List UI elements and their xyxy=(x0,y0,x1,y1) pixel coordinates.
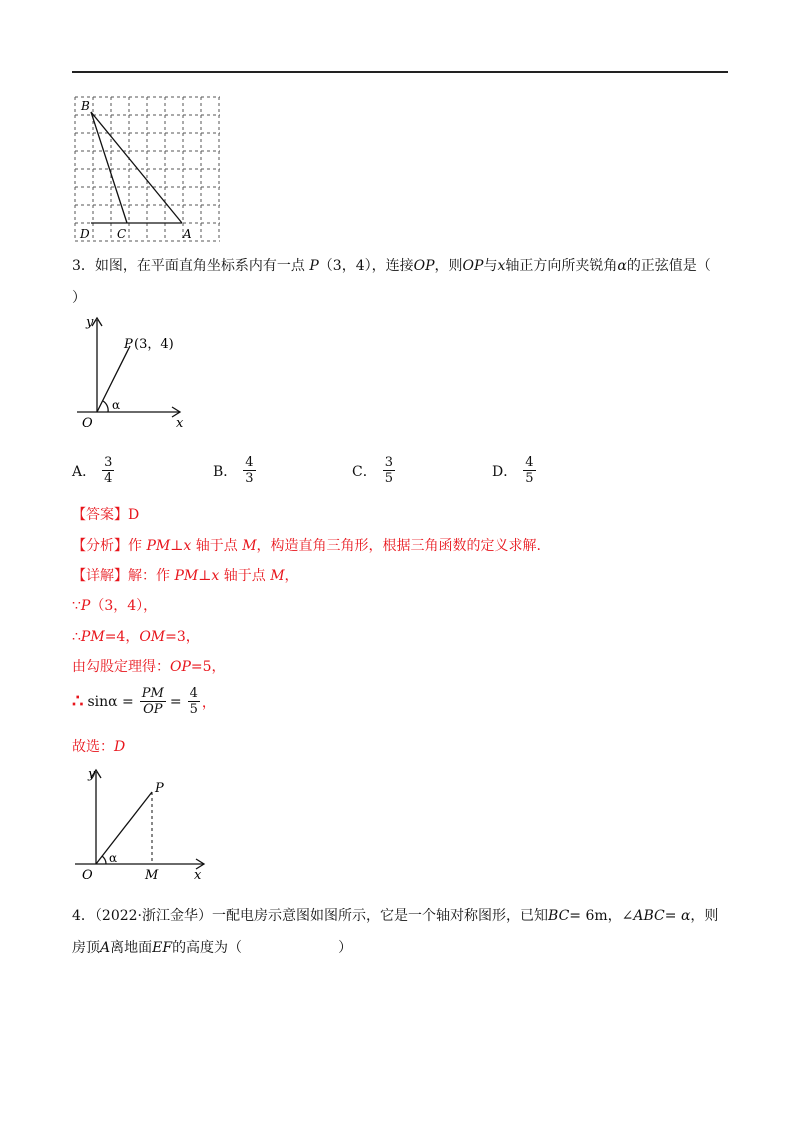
option-c-fraction: $\frac{3}{5}$ xyxy=(384,455,393,486)
option-d-fraction: $\frac{4}{5}$ xyxy=(525,455,534,486)
step-3: 由勾股定理得：OP=5， xyxy=(72,659,226,675)
point-P-label: P xyxy=(124,337,133,352)
origin-label: O xyxy=(82,868,93,882)
axis-x-label: x xyxy=(176,416,184,431)
question-3-line1: 3．如图，在平面直角坐标系内有一点 P（3，4），连接OP，则OP与x轴正方向所夹锐角α的正弦值是（ xyxy=(72,258,711,274)
analysis-line: 【分析】作 PM⊥x 轴于点 M，构造直角三角形，根据三角函数的定义求解. xyxy=(72,538,541,554)
axis-x-label: x xyxy=(194,868,202,882)
axis-y-label: y xyxy=(88,767,96,782)
header-rule xyxy=(72,71,728,73)
coordinate-figure-solution xyxy=(72,762,212,882)
step-4-sine-formula: ∴ sinα = $\frac{PM}{OP}$ = $\frac{4}{5}$ ， xyxy=(72,686,216,717)
angle-alpha-label: α xyxy=(112,398,121,412)
option-a[interactable]: A． $\frac{3}{4}$ xyxy=(72,455,113,486)
question-3-line2: ） xyxy=(72,290,86,306)
option-c[interactable]: C． $\frac{3}{5}$ xyxy=(352,455,393,486)
step-2: ∴PM=4，OM=3， xyxy=(72,629,200,645)
step-1: ∵P（3，4）， xyxy=(72,598,158,614)
label-A: A xyxy=(183,227,192,241)
grid-triangle-figure xyxy=(70,92,230,244)
option-b-fraction: $\frac{4}{3}$ xyxy=(245,455,254,486)
angle-alpha-label: α xyxy=(109,851,118,865)
answer-line: 【答案】D xyxy=(72,507,140,523)
sine-fraction: $\frac{PM}{OP}$ xyxy=(141,686,164,717)
option-a-fraction: $\frac{3}{4}$ xyxy=(104,455,113,486)
step-5-choice: 故选：D xyxy=(72,739,126,755)
coordinate-figure-q3 xyxy=(72,310,202,435)
point-M-label: M xyxy=(145,868,159,882)
detail-line: 【详解】解：作 PM⊥x 轴于点 M， xyxy=(72,568,299,584)
axis-y-label: y xyxy=(86,315,94,330)
option-d[interactable]: D． $\frac{4}{5}$ xyxy=(492,455,534,486)
point-P-coords: (3，4) xyxy=(134,337,174,352)
origin-label: O xyxy=(82,416,93,431)
question-4-line1: 4．（2022·浙江金华）一配电房示意图如图所示，它是一个轴对称图形，已知BC= 6m，∠ABC= α，则 xyxy=(72,908,719,924)
question-4-line2: 房顶A离地面EF的高度为（ ） xyxy=(72,940,353,956)
sine-value-fraction: $\frac{4}{5}$ xyxy=(189,686,198,717)
point-P-label: P xyxy=(155,781,164,796)
option-b[interactable]: B． $\frac{4}{3}$ xyxy=(213,455,254,486)
label-B: B xyxy=(81,99,90,113)
label-C: C xyxy=(117,227,127,241)
label-D: D xyxy=(80,227,90,241)
question-number: 4． xyxy=(72,908,95,924)
question-number: 3． xyxy=(72,258,95,274)
